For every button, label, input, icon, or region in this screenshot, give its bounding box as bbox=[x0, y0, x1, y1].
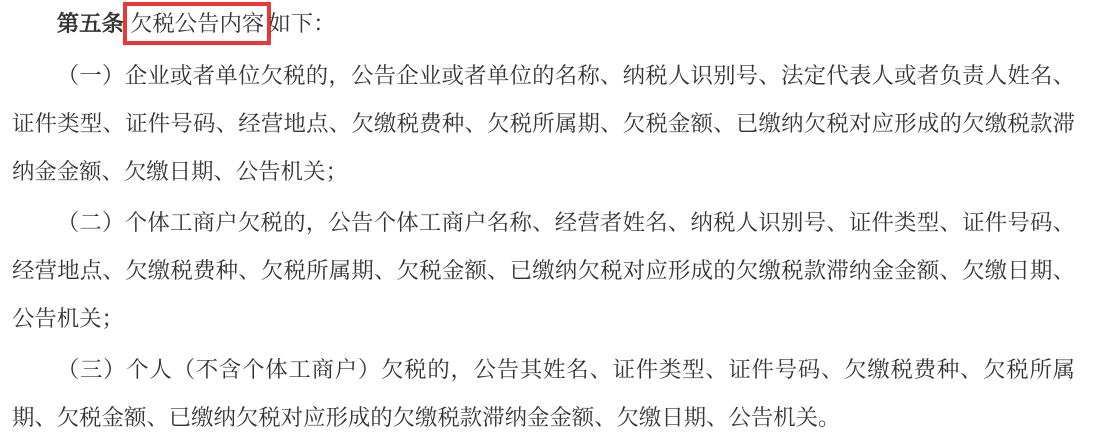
article-heading-suffix: 如下： bbox=[268, 11, 336, 36]
article-heading bbox=[12, 0, 1075, 48]
paragraph-item-3: （三）个人（不含个体工商户）欠税的，公告其姓名、证件类型、证件号码、欠缴税费种、欠税所属期、欠税金额、已缴纳欠税对应形成的欠缴税款滞纳金金额、欠缴日期、公告机关。 bbox=[12, 357, 1075, 430]
paragraph-item-2: （二）个体工商户欠税的，公告个体工商户名称、经营者姓名、纳税人识别号、证件类型、证件号码、经营地点、欠缴税费种、欠税所属期、欠税金额、已缴纳欠税对应形成的欠缴税款滞纳金金额、欠缴日期、公告机关； bbox=[12, 210, 1075, 331]
article-number: 第五条 bbox=[56, 11, 124, 36]
highlight-annotation-box: 欠税公告内容 bbox=[123, 2, 271, 45]
paragraph-item-1: （一）企业或者单位欠税的，公告企业或者单位的名称、纳税人识别号、法定代表人或者负责人姓名、证件类型、证件号码、经营地点、欠缴税费种、欠税所属期、欠税金额、已缴纳欠税对应形成的欠缴税款滞纳金金额、欠缴日期、公告机关； bbox=[12, 63, 1075, 184]
